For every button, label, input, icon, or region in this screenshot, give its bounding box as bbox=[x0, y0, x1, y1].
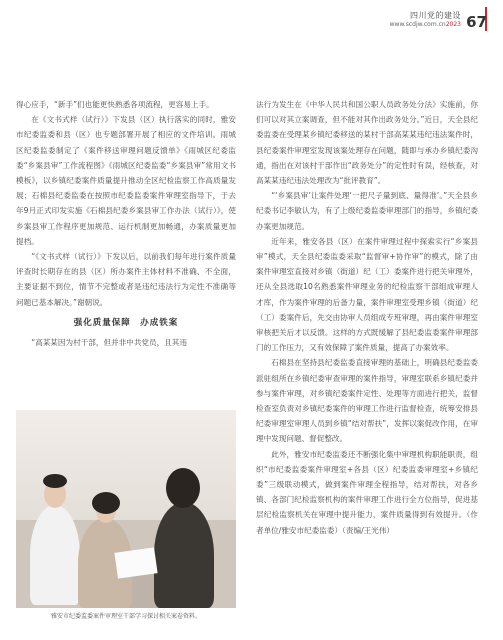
url-year: 2023 bbox=[445, 21, 461, 28]
paragraph: “高某某因为村干部，但并非中共党员，且其违 bbox=[31, 338, 187, 348]
photo-hair-middle bbox=[92, 492, 120, 514]
paragraph: 得心应手，“新手”们也能更快熟悉各项流程，更容易上手。 bbox=[16, 100, 214, 109]
photo-person-right bbox=[154, 502, 214, 608]
photo-caption: 雅安市纪委监委案件审理室干部学习探讨相关案卷资料。 bbox=[50, 613, 201, 620]
article-photo bbox=[16, 410, 236, 608]
photo-person-left bbox=[30, 505, 80, 605]
page-header bbox=[0, 0, 503, 60]
section-subheading: 强化质量保障 办成铁案 bbox=[73, 317, 179, 328]
page-number: 67 bbox=[466, 13, 487, 31]
paragraph: 法行为发生在《中华人民共和国公职人员政务处分法》实施前，你们可以对其立案调查，但不能对其作出政务处分。”近日，天全县纪委监委在受理某乡镇纪委移送的某村干部高某某违纪违法案件时，县纪委案件审理室发现该案处理存在问题，随即与承办乡镇纪委沟通，指出在对该村干部作出“政务处分”的定性时有误，经核查，对高某某违纪违法处理改为“批评教育”。 bbox=[256, 100, 478, 186]
magazine-title: 四川党的建设 bbox=[410, 11, 461, 20]
photo-hair-right bbox=[166, 468, 200, 508]
magazine-url bbox=[390, 21, 461, 28]
paragraph: “《文书式样（试行）》下发以后，以前我们每年进行案件质量评查时长期存在的县（区）所办案件主体材料不准确、不全面，主要证据不到位，情节不完整或者是违纪违法行为定性不准确等问题已基本解决。”谢朝说。 bbox=[16, 252, 236, 307]
left-column bbox=[16, 97, 236, 350]
paragraph: 此外，雅安市纪委监委还不断强化集中审理机构职能职责，组织“市纪委监委案件审理室+各县（区）纪委监委审理室+乡镇纪委”三级联动模式，做到案件审理全程指导，结对帮扶，对各乡镇、各部门纪检监察机构的案件审理工作进行全方位指导，促进基层纪检监察机关在审理中提升能力，案件质量得到有效提升。（作者单位/雅安市纪委监委）（责编/王光伟） bbox=[256, 449, 478, 535]
paragraph: 近年来，雅安各县（区）在案件审理过程中探索实行“乡案县审”模式，天全县纪委监委采取“监督审+协作审”的模式，除了由案件审理室直接对乡镇（街道）纪（工）委案件进行把关审理外，还从全县选取10名熟悉案件审理业务的纪检监察干部组成审理人才库，作为案件审理的后备力量，案件审理室受理乡镇（街道）纪（工）委案件后，先交由协审人员组成专班审理，再由案件审理室审核把关后才以反馈。这样的方式既缓解了县纪委监委案件审理部门的工作压力，又有效保障了案件质量，提高了办案效率。 bbox=[256, 236, 478, 353]
paragraph: “‘乡案县审’让案件处理‘一把尺子量到底、量得准’。”天全县乡纪委书记李敏认为，有了上级纪委监委审理部门的指导，乡镇纪委办案更加规范。 bbox=[256, 191, 478, 231]
photo-hair-left bbox=[43, 474, 67, 488]
paragraph: 在《文书式样（试行）》下发县（区）执行落实的同时，雅安市纪委监委和县（区）也专题部署开展了相应的文件培训。雨城区纪委监委制定了《案件移送审理问题反馈单》《雨城区纪委监委“乡案县审”工作流程图》《雨城区纪委监委“乡案县审”常用文书模板》，以乡镇纪委案件质量提升推动全区纪检监察工作高质量发展；石棉县纪委监委在按照市纪委监委案件审理室指导下，于去年9月正式印发实施《石棉县纪委乡案县审工作办法（试行）》，使乡案县审工作程序更加规范、运行机制更加畅通，办案质量更加提档。 bbox=[16, 115, 236, 246]
paragraph: 石棉县在坚持县纪委监委直接审理的基础上，明确县纪委监委派驻组所在乡镇纪委审查审理的案件指导，审理室联系乡镇纪委并参与案件审理，对乡镇纪委案件定性、处理等方面进行把关，监督检查室负责对乡镇纪委案件的审理工作进行监督检查，统筹安排县纪委审理室审理人员到乡镇“结对帮扶”，发挥以案促改作用，在审理中发现问题、督促整改。 bbox=[256, 358, 478, 444]
right-column bbox=[256, 97, 478, 538]
photo-document bbox=[114, 547, 157, 578]
url-prefix: www.scdjw.com.cn bbox=[389, 21, 446, 28]
